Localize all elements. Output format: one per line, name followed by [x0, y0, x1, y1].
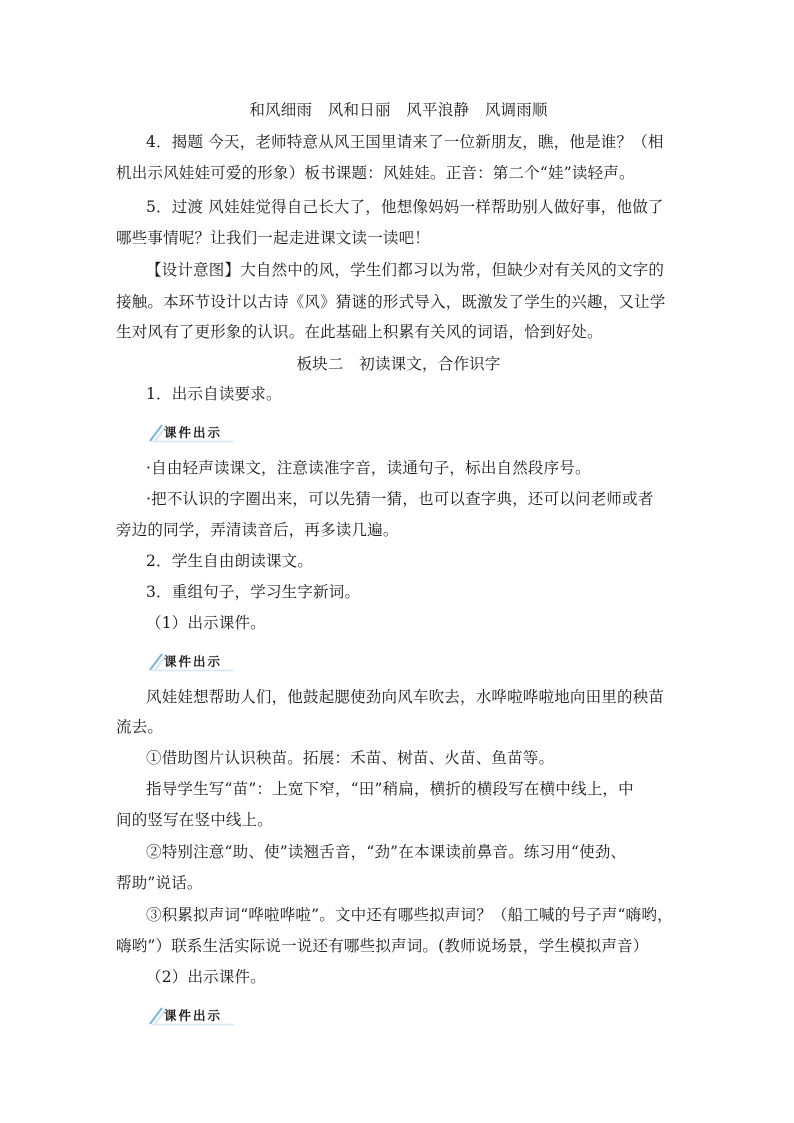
circled-1: ①借助图片认识秧苗。拓展：禾苗、树苗、火苗、鱼苗等。: [146, 749, 555, 767]
circled-3-line-1: ③积累拟声词“哗啦哗啦”。文中还有哪些拟声词？（船工喊的号子声“嗨哟，: [146, 906, 673, 924]
circled-2-line-2: 帮助”说话。: [116, 874, 203, 892]
courseware-badge-label: 课件出示: [164, 654, 223, 669]
step-3-sub-1: （1）出示课件。: [146, 614, 266, 632]
paragraph-5-line-1: 5．过渡 风娃娃觉得自己长大了，他想像妈妈一样帮助别人做好事，他做了: [146, 198, 664, 216]
courseware-badge-label: 课件出示: [164, 425, 223, 440]
courseware-badge-1: [148, 421, 238, 443]
bullet-2-line-2: 旁边的同学，弄清读音后，再多读几遍。: [116, 521, 399, 539]
step-3: 3．重组句子，学习生字新词。: [146, 583, 361, 601]
circled-2-line-1: ②特别注意“助、使”读翘舌音，“劲”在本课读前鼻音。练习用“使劲、: [146, 843, 627, 861]
paragraph-5-line-2: 哪些事情呢？让我们一起走进课文读一读吧！: [116, 229, 431, 247]
sentence-line-2: 流去。: [116, 718, 164, 736]
section-2-title: 板块二 初读课文，合作识字: [296, 355, 501, 373]
bullet-2-line-1: ·把不认识的字圈出来，可以先猜一猜，也可以查字典，还可以问老师或者: [146, 490, 654, 508]
courseware-badge-3: [148, 1004, 238, 1026]
sentence-line-1: 风娃娃想帮助人们，他鼓起腮使劲向风车吹去，水哗啦哗啦地向田里的秧苗: [146, 688, 665, 706]
paragraph-4-line-2: 机出示风娃娃可爱的形象）板书课题：风娃娃。正音：第二个“娃”读轻声。: [116, 164, 635, 182]
wind-words-line: 和风细雨 风和日丽 风平浪静 风调雨顺: [249, 101, 548, 119]
design-intent-line-3: 生对风有了更形象的认识。在此基础上积累有关风的词语，恰到好处。: [116, 323, 603, 341]
step-1: 1．出示自读要求。: [146, 385, 282, 403]
bullet-1: ·自由轻声读课文，注意读准字音，读通句子，标出自然段序号。: [146, 459, 591, 477]
guide-line-1: 指导学生写“苗”：上宽下窄，“田”稍扁，横折的横段写在横中线上，中: [146, 780, 634, 798]
paragraph-4-line-1: 4．揭题 今天，老师特意从风王国里请来了一位新朋友，瞧，他是谁？（相: [146, 133, 664, 151]
courseware-badge-label: 课件出示: [164, 1008, 223, 1023]
circled-3-line-2: 嗨哟”）联系生活实际说一说还有哪些拟声词。(教师说场景，学生模拟声音）: [116, 937, 649, 955]
guide-line-2: 间的竖写在竖中线上。: [116, 811, 274, 829]
design-intent-line-2: 接触。本环节设计以古诗《风》猜谜的形式导入，既激发了学生的兴趣，又让学: [116, 293, 666, 311]
step-2: 2．学生自由朗读课文。: [146, 552, 314, 570]
design-intent-line-1: 【设计意图】大自然中的风，学生们都习以为常，但缺少对有关风的文字的: [146, 261, 665, 279]
courseware-badge-2: [148, 650, 238, 672]
step-3-sub-2: （2）出示课件。: [146, 968, 266, 986]
